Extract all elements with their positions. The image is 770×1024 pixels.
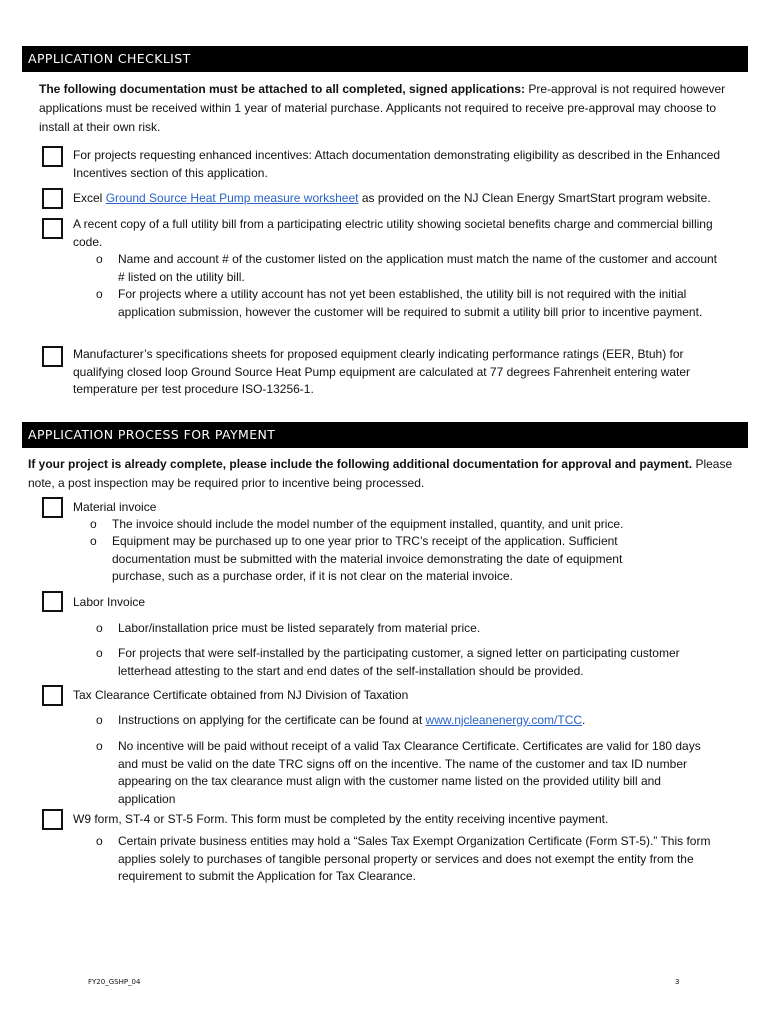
footer-form-code: FY20_GSHP_04 — [88, 978, 141, 986]
tcc-link[interactable]: www.njcleanenergy.com/TCC — [425, 713, 583, 727]
labor-invoice-sub-self-installed: For projects that were self-installed by the participating customer, a signed letter on participating customer letterhead attesting to the start and end dates of the self-installation should be provided. — [118, 646, 680, 678]
checkbox-material-invoice[interactable] — [42, 497, 63, 518]
labor-invoice-sub-separate: Labor/installation price must be listed separately from material price. — [118, 621, 481, 635]
payment-item-tax-clearance: Tax Clearance Certificate obtained from NJ Division of Taxation — [73, 688, 409, 702]
checkbox-manufacturer-specs[interactable] — [42, 346, 63, 367]
checklist-item-enhanced-incentives: For projects requesting enhanced incentives: Attach documentation demonstrating eligibility as described in the Enhanced Incentives section of this application. — [73, 148, 721, 180]
material-invoice-sub-model: The invoice should include the model number of the equipment installed, quantity, and unit price. — [112, 517, 624, 531]
utility-bill-sub-no-account: For projects where a utility account has not yet been established, the utility bill is not required with the initial application submission, however the customer will be required to submit a utility bill prior to incentive payment. — [118, 287, 703, 319]
payment-section-header: APPLICATION PROCESS FOR PAYMENT — [22, 422, 748, 448]
checkbox-utility-bill[interactable] — [42, 218, 63, 239]
checkbox-tax-clearance[interactable] — [42, 685, 63, 706]
worksheet-text-post: as provided on the NJ Clean Energy SmartStart program website. — [358, 191, 711, 205]
checklist-item-manufacturer-specs: Manufacturer’s specifications sheets for proposed equipment clearly indicating performance ratings (EER, Btuh) for qualifying closed loop Ground Source Heat Pump equipment are calculated at 77 degrees Fahrenheit entering water temperature per test procedure ISO-13256-1. — [73, 347, 691, 396]
bullet-marker: o — [96, 834, 103, 848]
checklist-section-header: APPLICATION CHECKLIST — [22, 46, 748, 72]
tcc-text-post: . — [582, 713, 586, 727]
bullet-marker: o — [96, 713, 103, 727]
payment-item-labor-invoice: Labor Invoice — [73, 595, 146, 609]
checklist-item-gshp-worksheet — [73, 190, 743, 208]
bullet-marker: o — [96, 287, 103, 301]
tcc-text-pre: Instructions on applying for the certificate can be found at — [118, 713, 426, 727]
bullet-marker: o — [96, 739, 103, 753]
w9-sub-sales-tax-exempt: Certain private business entities may hold a “Sales Tax Exempt Organization Certificate (Form ST-5).” This form applies solely to purchases of tangible personal property or services and does not exempt the entity from the requirement to submit the Application for Tax Clearance. — [118, 834, 711, 883]
material-invoice-sub-purchase-date: Equipment may be purchased up to one year prior to TRC’s receipt of the application. Sufficient documentation must be submitted with the material invoice demonstrating the date of equipment purchase, such as a purchase order, if it is not clear on the material invoice. — [112, 534, 623, 583]
checklist-intro-bold: The following documentation must be attached to all completed, signed applications: — [39, 82, 526, 96]
checkbox-enhanced-incentives[interactable] — [42, 146, 63, 167]
bullet-marker: o — [96, 621, 103, 635]
tax-clearance-sub-validity: No incentive will be paid without receipt of a valid Tax Clearance Certificate. Certificates are valid for 180 days and must be valid on the date TRC signs off on the incentive. The name of the customer and tax ID number appearing on the tax clearance must align with the customer name listed on the provided utility bill and application — [118, 739, 701, 806]
bullet-marker: o — [96, 646, 103, 660]
gshp-worksheet-link[interactable]: Ground Source Heat Pump measure worksheet — [105, 191, 359, 205]
footer-page-number: 3 — [675, 978, 680, 986]
bullet-marker: o — [90, 517, 97, 531]
checklist-intro-text: Pre-approval is not required however applications must be received within 1 year of material purchase. Applicants not required to receive pre-approval may choose to install at their own risk. — [39, 82, 726, 134]
tax-clearance-sub-instructions — [118, 712, 718, 730]
payment-intro — [28, 455, 746, 493]
checkbox-labor-invoice[interactable] — [42, 591, 63, 612]
worksheet-text-pre: Excel — [73, 191, 106, 205]
checklist-intro — [39, 80, 739, 137]
payment-item-w9-form: W9 form, ST-4 or ST-5 Form. This form must be completed by the entity receiving incentive payment. — [73, 812, 609, 826]
payment-intro-bold: If your project is already complete, please include the following additional documentation for approval and payment. — [28, 457, 693, 471]
checkbox-gshp-worksheet[interactable] — [42, 188, 63, 209]
bullet-marker: o — [90, 534, 97, 548]
bullet-marker: o — [96, 252, 103, 266]
payment-item-material-invoice: Material invoice — [73, 500, 157, 514]
utility-bill-sub-name-match: Name and account # of the customer listed on the application must match the name of the customer and account # listed on the utility bill. — [118, 252, 718, 284]
checklist-item-utility-bill: A recent copy of a full utility bill from a participating electric utility showing societal benefits charge and commercial billing code. — [73, 217, 713, 249]
checkbox-w9-form[interactable] — [42, 809, 63, 830]
payment-intro-text: Please note, a post inspection may be required prior to incentive being processed. — [28, 457, 733, 490]
